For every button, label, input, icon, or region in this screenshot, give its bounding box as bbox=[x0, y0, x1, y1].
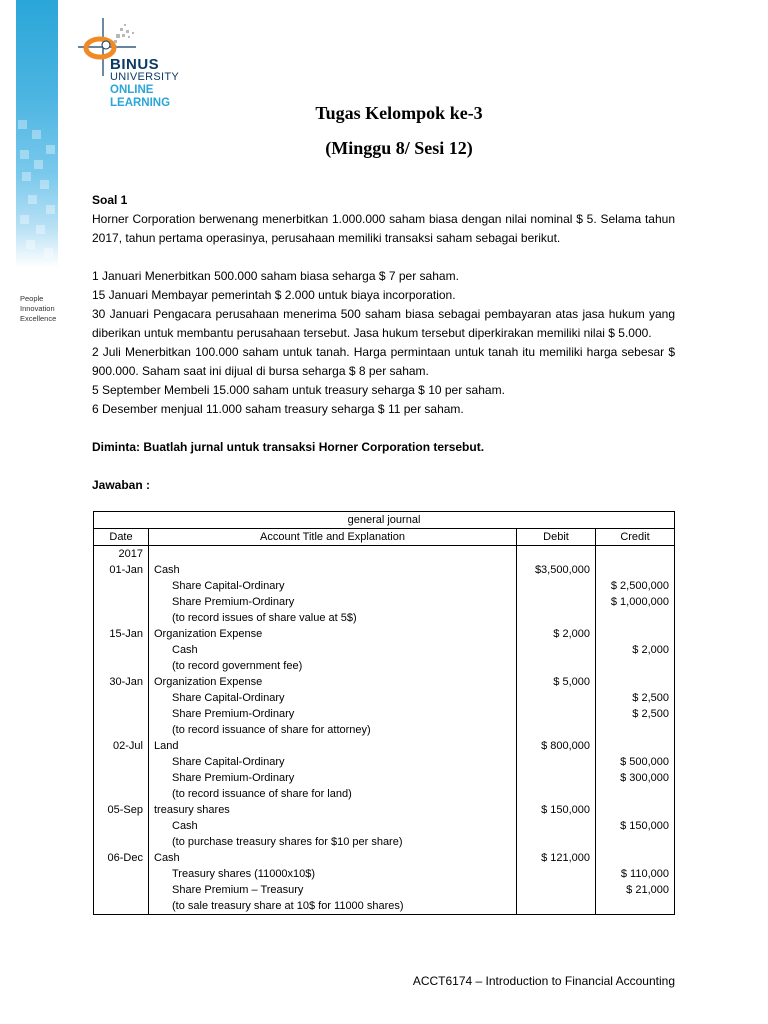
journal-account-cell bbox=[149, 802, 517, 818]
journal-debit-cell: $ 2,000 bbox=[517, 626, 596, 642]
journal-credit-cell bbox=[596, 626, 675, 642]
journal-date-cell bbox=[94, 706, 149, 722]
journal-debit-cell bbox=[517, 882, 596, 898]
journal-date-cell: 05-Sep bbox=[94, 802, 149, 818]
journal-account-cell bbox=[149, 866, 517, 882]
journal-credit-cell bbox=[596, 546, 675, 563]
transaction-item: 30 Januari Pengacara perusahaan menerima 500 saham biasa sebagai pembayaran atas jasa hukum yang diberikan untuk membantu perusahaan tersebut. Jasa hukum tersebut diperkirakan memiliki nilai $ 5.000. bbox=[92, 307, 675, 340]
transaction-item: 2 Juli Menerbitkan 100.000 saham untuk tanah. Harga permintaan untuk tanah itu memiliki harga sebesar $ 900.000. Saham saat ini dijual di bursa seharga $ 8 per saham. bbox=[92, 345, 675, 378]
journal-account-text: Share Capital-Ordinary bbox=[172, 756, 285, 768]
journal-date-cell: 01-Jan bbox=[94, 562, 149, 578]
journal-credit-cell: $ 110,000 bbox=[596, 866, 675, 882]
journal-account-text: (to record issuance of share for attorney) bbox=[172, 724, 371, 736]
journal-title: general journal bbox=[94, 512, 675, 529]
journal-account-cell bbox=[149, 706, 517, 722]
diminta-text: Diminta: Buatlah jurnal untuk transaksi Horner Corporation tersebut. bbox=[92, 440, 485, 454]
journal-account-cell bbox=[149, 642, 517, 658]
journal-date-cell: 02-Jul bbox=[94, 738, 149, 754]
journal-row bbox=[94, 706, 675, 722]
journal-row bbox=[94, 594, 675, 610]
journal-debit-cell bbox=[517, 898, 596, 915]
tagline-excellence: Excellence bbox=[20, 314, 57, 323]
transaction-item: 15 Januari Membayar pemerintah $ 2.000 untuk biaya incorporation. bbox=[92, 288, 456, 302]
sidebar-square bbox=[22, 172, 31, 181]
journal-credit-cell: $ 2,500 bbox=[596, 690, 675, 706]
journal-account-text: Organization Expense bbox=[154, 676, 263, 688]
journal-row bbox=[94, 802, 675, 818]
journal-debit-cell: $ 800,000 bbox=[517, 738, 596, 754]
journal-debit-cell bbox=[517, 706, 596, 722]
journal-credit-cell: $ 300,000 bbox=[596, 770, 675, 786]
journal-date-cell: 2017 bbox=[94, 546, 149, 563]
journal-account-cell bbox=[149, 834, 517, 850]
transaction-item: 6 Desember menjual 11.000 saham treasury seharga $ 11 per saham. bbox=[92, 402, 464, 416]
journal-debit-cell bbox=[517, 866, 596, 882]
journal-debit-cell: $ 121,000 bbox=[517, 850, 596, 866]
journal-account-cell bbox=[149, 786, 517, 802]
journal-row bbox=[94, 562, 675, 578]
journal-account-cell bbox=[149, 578, 517, 594]
journal-debit-cell bbox=[517, 642, 596, 658]
journal-date-cell bbox=[94, 722, 149, 738]
journal-credit-cell: $ 2,000 bbox=[596, 642, 675, 658]
journal-account-cell bbox=[149, 882, 517, 898]
tagline bbox=[20, 294, 56, 324]
journal-date-cell: 06-Dec bbox=[94, 850, 149, 866]
journal-account-text: Share Premium-Ordinary bbox=[172, 772, 295, 784]
transaction-item: 5 September Membeli 15.000 saham untuk treasury seharga $ 10 per saham. bbox=[92, 383, 505, 397]
journal-account-text: Share Premium – Treasury bbox=[172, 884, 304, 896]
journal-account-text: Cash bbox=[172, 820, 198, 832]
journal-body bbox=[94, 546, 675, 915]
journal-account-cell bbox=[149, 770, 517, 786]
footer-course: ACCT6174 – Introduction to Financial Accounting bbox=[412, 974, 675, 988]
journal-row bbox=[94, 770, 675, 786]
journal-date-cell: 30-Jan bbox=[94, 674, 149, 690]
logo-online: ONLINE bbox=[110, 84, 154, 96]
journal-account-cell bbox=[149, 594, 517, 610]
logo-university: UNIVERSITY bbox=[110, 71, 180, 83]
sidebar-square bbox=[20, 215, 29, 224]
journal-account-cell bbox=[149, 562, 517, 578]
journal-account-text: Cash bbox=[154, 564, 180, 576]
journal-account-cell bbox=[149, 754, 517, 770]
journal-row bbox=[94, 850, 675, 866]
sidebar-square bbox=[46, 205, 55, 214]
page-title: Tugas Kelompok ke-3 bbox=[315, 103, 483, 123]
page-subtitle: (Minggu 8/ Sesi 12) bbox=[325, 138, 473, 158]
journal-debit-cell bbox=[517, 578, 596, 594]
journal-debit-cell: $3,500,000 bbox=[517, 562, 596, 578]
journal-credit-cell bbox=[596, 610, 675, 626]
sidebar-square bbox=[26, 240, 35, 249]
journal-row bbox=[94, 786, 675, 802]
journal-account-text: Share Premium-Ordinary bbox=[172, 708, 295, 720]
journal-credit-cell bbox=[596, 562, 675, 578]
soal-heading: Soal 1 bbox=[92, 193, 128, 207]
journal-date-cell bbox=[94, 786, 149, 802]
journal-date-cell bbox=[94, 898, 149, 915]
sidebar-square bbox=[36, 225, 45, 234]
journal-credit-cell: $ 2,500 bbox=[596, 706, 675, 722]
journal-row bbox=[94, 722, 675, 738]
journal-date-cell: 15-Jan bbox=[94, 626, 149, 642]
col-header-credit: Credit bbox=[596, 529, 675, 546]
journal-credit-cell bbox=[596, 834, 675, 850]
journal-debit-cell bbox=[517, 594, 596, 610]
journal-account-text: Share Capital-Ordinary bbox=[172, 580, 285, 592]
journal-account-text: (to record issuance of share for land) bbox=[172, 788, 352, 800]
journal-account-text: Treasury shares (11000x10$) bbox=[172, 868, 316, 880]
journal-account-cell bbox=[149, 818, 517, 834]
journal-account-cell bbox=[149, 674, 517, 690]
journal-row bbox=[94, 882, 675, 898]
journal-credit-cell: $ 21,000 bbox=[596, 882, 675, 898]
journal-account-cell bbox=[149, 610, 517, 626]
sidebar-square bbox=[34, 160, 43, 169]
col-header-debit: Debit bbox=[517, 529, 596, 546]
journal-date-cell bbox=[94, 866, 149, 882]
journal-debit-cell bbox=[517, 610, 596, 626]
jawaban-heading: Jawaban : bbox=[92, 478, 151, 492]
journal-date-cell bbox=[94, 770, 149, 786]
journal-account-text: (to sale treasury share at 10$ for 11000 shares) bbox=[172, 900, 404, 912]
journal-account-text: (to purchase treasury shares for $10 per share) bbox=[172, 836, 403, 848]
journal-credit-cell bbox=[596, 722, 675, 738]
journal-account-text: (to record government fee) bbox=[172, 660, 303, 672]
journal-debit-cell bbox=[517, 834, 596, 850]
journal-debit-cell bbox=[517, 770, 596, 786]
general-journal-table bbox=[93, 511, 675, 915]
journal-account-text: (to record issues of share value at 5$) bbox=[172, 612, 357, 624]
journal-credit-cell bbox=[596, 898, 675, 915]
journal-credit-cell: $ 150,000 bbox=[596, 818, 675, 834]
sidebar-square bbox=[44, 248, 53, 257]
journal-date-cell bbox=[94, 818, 149, 834]
sidebar-square bbox=[28, 195, 37, 204]
journal-debit-cell: $ 5,000 bbox=[517, 674, 596, 690]
journal-debit-cell: $ 150,000 bbox=[517, 802, 596, 818]
journal-date-cell bbox=[94, 594, 149, 610]
journal-credit-cell bbox=[596, 658, 675, 674]
journal-credit-cell bbox=[596, 674, 675, 690]
journal-date-cell bbox=[94, 610, 149, 626]
journal-row bbox=[94, 578, 675, 594]
journal-account-cell bbox=[149, 690, 517, 706]
sidebar-square bbox=[40, 180, 49, 189]
journal-date-cell bbox=[94, 658, 149, 674]
journal-date-cell bbox=[94, 578, 149, 594]
journal-date-cell bbox=[94, 834, 149, 850]
journal-debit-cell bbox=[517, 722, 596, 738]
journal-credit-cell bbox=[596, 850, 675, 866]
logo-brand: BINUS bbox=[110, 56, 160, 73]
journal-credit-cell bbox=[596, 802, 675, 818]
journal-row bbox=[94, 642, 675, 658]
journal-account-cell bbox=[149, 546, 517, 563]
journal-account-cell bbox=[149, 898, 517, 915]
journal-date-cell bbox=[94, 754, 149, 770]
journal-account-cell bbox=[149, 850, 517, 866]
sidebar-decoration bbox=[16, 0, 58, 268]
journal-row bbox=[94, 818, 675, 834]
journal-account-text: Land bbox=[154, 740, 179, 752]
journal-row bbox=[94, 690, 675, 706]
journal-account-text: Share Capital-Ordinary bbox=[172, 692, 285, 704]
journal-row bbox=[94, 674, 675, 690]
journal-row bbox=[94, 738, 675, 754]
journal-account-text: Share Premium-Ordinary bbox=[172, 596, 295, 608]
journal-account-text: treasury shares bbox=[154, 804, 230, 816]
journal-row bbox=[94, 626, 675, 642]
journal-credit-cell: $ 1,000,000 bbox=[596, 594, 675, 610]
col-header-date: Date bbox=[94, 529, 149, 546]
journal-account-text: Cash bbox=[154, 852, 180, 864]
logo-learning: LEARNING bbox=[110, 97, 171, 109]
journal-debit-cell bbox=[517, 658, 596, 674]
tagline-innovation: Innovation bbox=[20, 304, 55, 313]
journal-account-cell bbox=[149, 738, 517, 754]
journal-credit-cell bbox=[596, 738, 675, 754]
journal-account-text: Cash bbox=[172, 644, 198, 656]
journal-row bbox=[94, 834, 675, 850]
journal-debit-cell bbox=[517, 786, 596, 802]
soal-intro: Horner Corporation berwenang menerbitkan 1.000.000 saham biasa dengan nilai nominal $ 5. Selama tahun 2017, tahun pertama operasinya, perusahaan memiliki transaksi saham sebagai berikut. bbox=[92, 212, 675, 245]
journal-row bbox=[94, 658, 675, 674]
journal-row bbox=[94, 866, 675, 882]
journal-debit-cell bbox=[517, 754, 596, 770]
journal-debit-cell bbox=[517, 690, 596, 706]
tagline-people: People bbox=[20, 294, 44, 303]
journal-debit-cell bbox=[517, 546, 596, 563]
journal-row bbox=[94, 898, 675, 915]
journal-account-text: Organization Expense bbox=[154, 628, 263, 640]
journal-date-cell bbox=[94, 690, 149, 706]
journal-account-cell bbox=[149, 626, 517, 642]
journal-row bbox=[94, 610, 675, 626]
journal-credit-cell: $ 2,500,000 bbox=[596, 578, 675, 594]
journal-debit-cell bbox=[517, 818, 596, 834]
journal-credit-cell bbox=[596, 786, 675, 802]
journal-account-cell bbox=[149, 658, 517, 674]
journal-date-cell bbox=[94, 642, 149, 658]
journal-row bbox=[94, 546, 675, 563]
journal-account-cell bbox=[149, 722, 517, 738]
journal-row bbox=[94, 754, 675, 770]
journal-credit-cell: $ 500,000 bbox=[596, 754, 675, 770]
transaction-item: 1 Januari Menerbitkan 500.000 saham biasa seharga $ 7 per saham. bbox=[92, 269, 459, 283]
soal-section bbox=[92, 191, 675, 495]
col-header-account: Account Title and Explanation bbox=[149, 529, 517, 546]
journal-date-cell bbox=[94, 882, 149, 898]
